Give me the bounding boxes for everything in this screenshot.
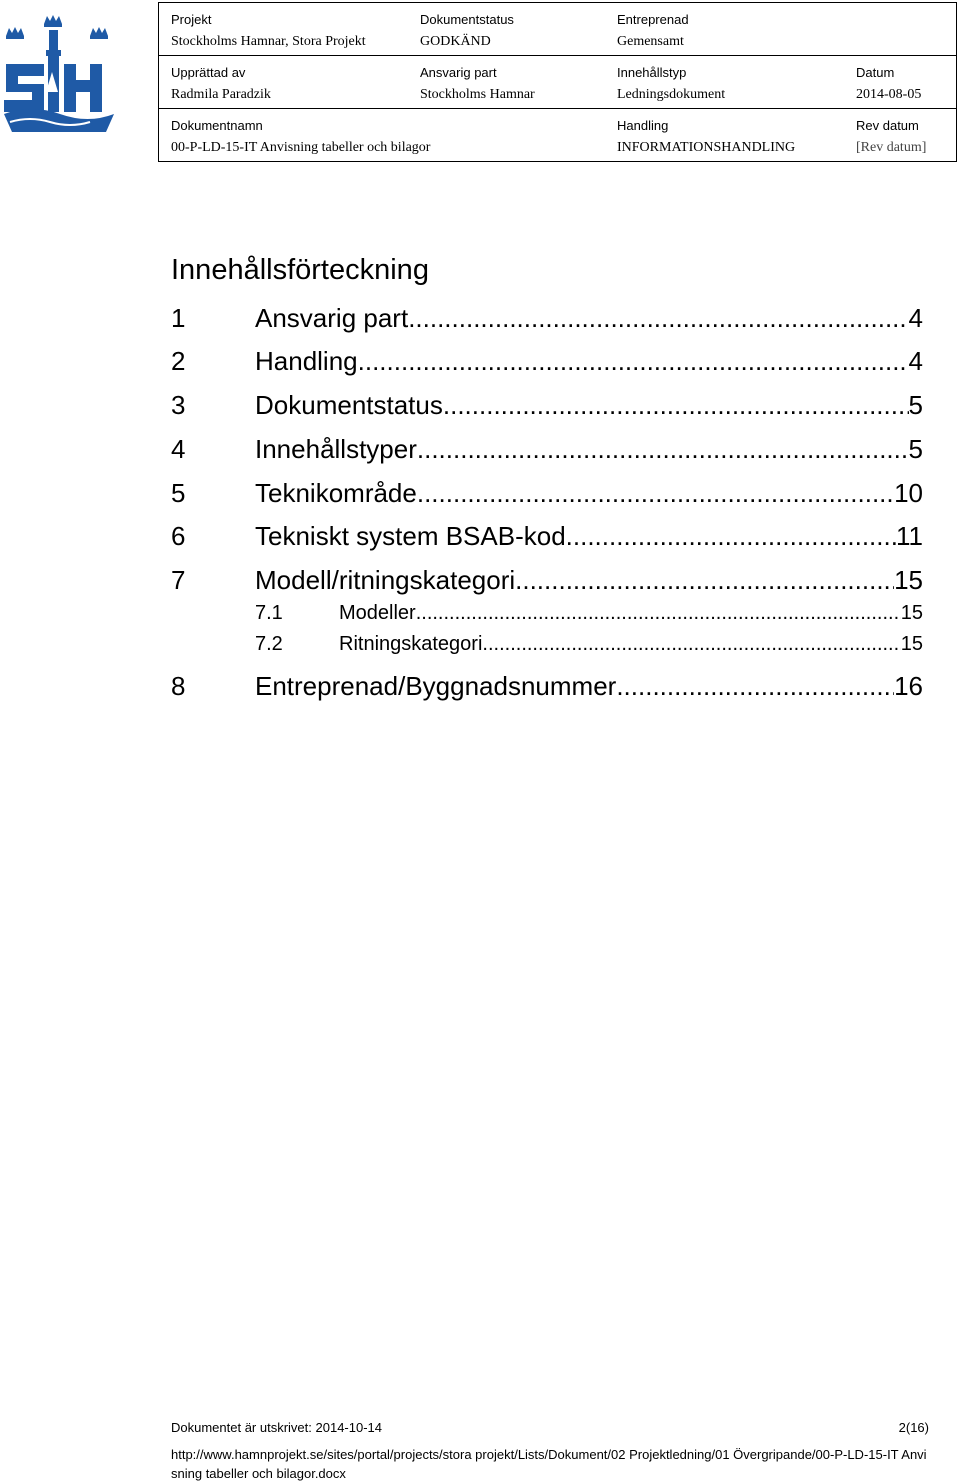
toc-entry-number: 7 — [171, 565, 186, 595]
document-header-table — [158, 2, 957, 162]
toc-subentry[interactable] — [255, 601, 923, 625]
datum-value: 2014-08-05 — [856, 87, 922, 102]
toc-dot-leader — [416, 601, 901, 625]
toc-entry-title: Teknikområde — [255, 478, 417, 508]
rev-datum-value: [Rev datum] — [856, 140, 927, 155]
dokumentnamn-cell — [171, 118, 430, 157]
toc-dot-leader — [482, 632, 900, 656]
toc-dot-leader — [616, 670, 894, 702]
entreprenad-cell — [617, 12, 689, 51]
toc-entry-number: 7.2 — [255, 633, 283, 655]
toc-entry[interactable] — [171, 389, 923, 421]
toc-entry[interactable] — [171, 302, 923, 334]
toc-entry-title: Modeller — [339, 602, 416, 624]
toc-entry[interactable] — [171, 670, 923, 702]
header-row-divider — [159, 55, 956, 56]
dokumentstatus-value: GODKÄND — [420, 34, 491, 49]
dokumentnamn-value: 00-P-LD-15-IT Anvisning tabeller och bilagor — [171, 140, 431, 155]
toc-entry-page: 10 — [894, 478, 923, 508]
projekt-label: Projekt — [171, 12, 212, 27]
dokumentstatus-cell — [420, 12, 514, 51]
toc-dot-leader — [443, 389, 909, 421]
toc-entry-title: Innehållstyper — [255, 434, 417, 464]
ansvarig-part-value: Stockholms Hamnar — [420, 87, 535, 102]
dokumentstatus-label: Dokumentstatus — [420, 12, 514, 27]
innehallstyp-value: Ledningsdokument — [617, 87, 726, 102]
dokumentnamn-label: Dokumentnamn — [171, 118, 263, 133]
toc-entry-number: 3 — [171, 390, 186, 420]
header-row-divider — [159, 108, 956, 109]
toc-title: Innehållsförteckning — [171, 254, 429, 286]
rev-datum-cell — [856, 118, 926, 157]
toc-dot-leader — [515, 564, 894, 596]
toc-entry-number: 5 — [171, 478, 186, 508]
toc-subentry[interactable] — [255, 632, 923, 656]
toc-dot-leader — [358, 345, 909, 377]
toc-entry[interactable] — [171, 564, 923, 596]
rev-datum-label: Rev datum — [856, 118, 919, 133]
toc-entry[interactable] — [171, 433, 923, 465]
toc-entry-page: 5 — [908, 390, 923, 420]
footer-page-number: 2(16) — [898, 1420, 929, 1435]
toc-entry-page: 4 — [908, 346, 923, 376]
footer-printed-date: Dokumentet är utskrivet: 2014-10-14 — [171, 1420, 382, 1435]
toc-entry[interactable] — [171, 477, 923, 509]
toc-dot-leader — [408, 302, 908, 334]
toc-entry-number: 4 — [171, 434, 186, 464]
company-logo — [2, 14, 116, 134]
entreprenad-label: Entreprenad — [617, 12, 689, 27]
innehallstyp-cell — [617, 65, 725, 104]
handling-value: INFORMATIONSHANDLING — [617, 140, 796, 155]
toc-entry-title: Ritningskategori — [339, 633, 483, 655]
toc-entry-number: 1 — [171, 303, 186, 333]
toc-entry-page: 15 — [900, 633, 923, 655]
toc-entry[interactable] — [171, 520, 923, 552]
toc-entry-page: 15 — [900, 602, 923, 624]
toc-entry-title: Handling — [255, 346, 358, 376]
toc-entry-title: Dokumentstatus — [255, 390, 443, 420]
toc-entry-page: 15 — [894, 565, 923, 595]
projekt-value: Stockholms Hamnar, Stora Projekt — [171, 34, 366, 49]
toc-entry-title: Modell/ritningskategori — [255, 565, 516, 595]
handling-label: Handling — [617, 118, 669, 133]
toc-entry-title: Ansvarig part — [255, 303, 409, 333]
upprattad-av-cell — [171, 65, 271, 104]
projekt-cell — [171, 12, 366, 51]
toc-entry-number: 8 — [171, 671, 186, 701]
footer-document-path: http://www.hamnprojekt.se/sites/portal/projects/stora projekt/Lists/Dokument/02 Projektledning/01 Övergripande/00-P-LD-15-IT Anvisning tabeller och bilagor.docx — [171, 1447, 927, 1481]
upprattad-av-value: Radmila Paradzik — [171, 87, 271, 102]
toc-dot-leader — [417, 477, 894, 509]
handling-cell — [617, 118, 795, 157]
toc-entry[interactable] — [171, 345, 923, 377]
toc-dot-leader — [566, 520, 896, 552]
toc-entry-page: 11 — [896, 521, 923, 551]
ansvarig-part-label: Ansvarig part — [420, 65, 497, 80]
toc-entry-title: Tekniskt system BSAB-kod — [255, 521, 566, 551]
innehallstyp-label: Innehållstyp — [617, 65, 687, 80]
upprattad-av-label: Upprättad av — [171, 65, 246, 80]
toc-entry-number: 6 — [171, 521, 186, 551]
datum-label: Datum — [856, 65, 895, 80]
toc-entry-page: 4 — [908, 303, 923, 333]
entreprenad-value: Gemensamt — [617, 34, 684, 49]
toc-dot-leader — [417, 433, 909, 465]
footer-print-line — [171, 1420, 929, 1436]
toc-entry-number: 2 — [171, 346, 186, 376]
toc-entry-number: 7.1 — [255, 602, 283, 624]
toc-entry-page: 16 — [894, 671, 923, 701]
toc-entry-title: Entreprenad/Byggnadsnummer — [255, 671, 617, 701]
datum-cell — [856, 65, 921, 104]
toc-entry-page: 5 — [908, 434, 923, 464]
ansvarig-part-cell — [420, 65, 535, 104]
